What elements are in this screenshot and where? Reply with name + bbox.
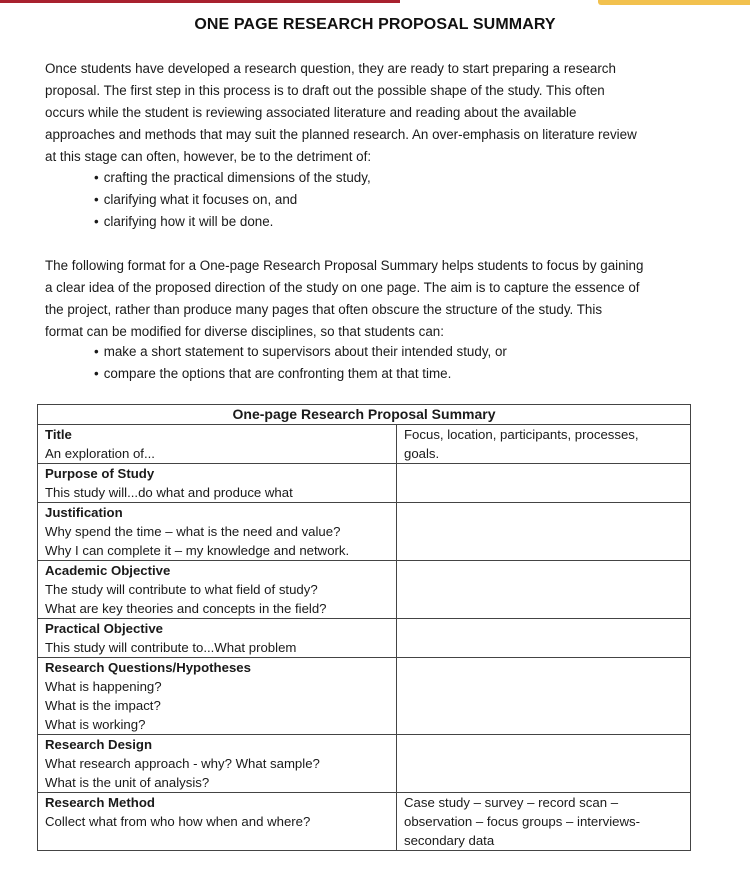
table-row [38, 503, 691, 561]
row-label: Justification [45, 505, 123, 520]
top-accent-bar-right [598, 0, 750, 5]
row-note-line: Focus, location, participants, processes, [404, 427, 639, 442]
bullet-item: • crafting the practical dimensions of the study, [94, 167, 371, 189]
format-paragraph [45, 255, 695, 343]
bullet-item: • make a short statement to supervisors about their intended study, or [94, 341, 507, 363]
row-label: Title [45, 427, 72, 442]
row-notes-cell [397, 619, 691, 658]
row-prompt-line: What are key theories and concepts in the field? [45, 601, 327, 616]
row-notes-cell [397, 793, 691, 851]
intro-paragraph [45, 58, 695, 168]
row-notes-cell [397, 658, 691, 735]
intro-line: at this stage can often, however, be to the detriment of: [45, 149, 372, 164]
row-prompt-line: This study will contribute to...What problem [45, 640, 297, 655]
row-prompt-line: Why I can complete it – my knowledge and network. [45, 543, 350, 558]
table-row [38, 735, 691, 793]
table-row [38, 561, 691, 619]
row-notes-cell [397, 561, 691, 619]
intro-line: approaches and methods that may suit the planned research. An over-emphasis on literature review [45, 127, 637, 142]
row-notes-cell [397, 503, 691, 561]
row-prompt-cell [38, 619, 397, 658]
row-prompt-line: What is the unit of analysis? [45, 775, 210, 790]
format-bullet-list [94, 341, 507, 385]
row-note-line: Case study – survey – record scan – [404, 795, 619, 810]
row-note-line: observation – focus groups – interviews- [404, 814, 641, 829]
row-prompt-cell [38, 793, 397, 851]
table-row [38, 658, 691, 735]
row-prompt-cell [38, 561, 397, 619]
table-row [38, 619, 691, 658]
table-row [38, 464, 691, 503]
row-prompt-line: What is happening? [45, 679, 162, 694]
format-line: the project, rather than produce many pages that often obscure the structure of the study. This [45, 302, 603, 317]
intro-line: proposal. The first step in this process is to draft out the possible shape of the study. This often [45, 83, 605, 98]
row-prompt-line: This study will...do what and produce what [45, 485, 293, 500]
row-label: Research Design [45, 737, 153, 752]
row-prompt-cell [38, 735, 397, 793]
row-prompt-line: The study will contribute to what field of study? [45, 582, 318, 597]
intro-line: occurs while the student is reviewing associated literature and reading about the available [45, 105, 577, 120]
row-label: Purpose of Study [45, 466, 155, 481]
intro-bullet-list [94, 167, 371, 233]
row-prompt-line: Why spend the time – what is the need and value? [45, 524, 341, 539]
table-row [38, 425, 691, 464]
row-prompt-cell [38, 425, 397, 464]
proposal-summary-table [37, 404, 691, 851]
row-label: Practical Objective [45, 621, 164, 636]
table-row [38, 793, 691, 851]
row-prompt-line: An exploration of... [45, 446, 155, 461]
format-line: The following format for a One-page Research Proposal Summary helps students to focus by gaining [45, 258, 644, 273]
bullet-item: • clarifying what it focuses on, and [94, 189, 371, 211]
row-label: Research Questions/Hypotheses [45, 660, 251, 675]
intro-line: Once students have developed a research question, they are ready to start preparing a research [45, 61, 616, 76]
format-line: a clear idea of the proposed direction of the study on one page. The aim is to capture the essence of [45, 280, 640, 295]
row-prompt-line: What is the impact? [45, 698, 161, 713]
row-notes-cell [397, 425, 691, 464]
row-label: Academic Objective [45, 563, 171, 578]
row-note-line: goals. [404, 446, 440, 461]
page-title: ONE PAGE RESEARCH PROPOSAL SUMMARY [194, 16, 556, 33]
bullet-item: • clarifying how it will be done. [94, 211, 371, 233]
table-caption: One-page Research Proposal Summary [38, 405, 691, 425]
row-notes-cell [397, 464, 691, 503]
row-prompt-line: What is working? [45, 717, 146, 732]
row-prompt-line: Collect what from who how when and where? [45, 814, 311, 829]
top-accent-bar-left [0, 0, 400, 3]
row-prompt-cell [38, 658, 397, 735]
row-prompt-cell [38, 503, 397, 561]
row-notes-cell [397, 735, 691, 793]
row-label: Research Method [45, 795, 155, 810]
format-line: format can be modified for diverse disciplines, so that students can: [45, 324, 444, 339]
bullet-item: • compare the options that are confronting them at that time. [94, 363, 507, 385]
row-note-line: secondary data [404, 833, 495, 848]
row-prompt-cell [38, 464, 397, 503]
row-prompt-line: What research approach - why? What sample? [45, 756, 320, 771]
